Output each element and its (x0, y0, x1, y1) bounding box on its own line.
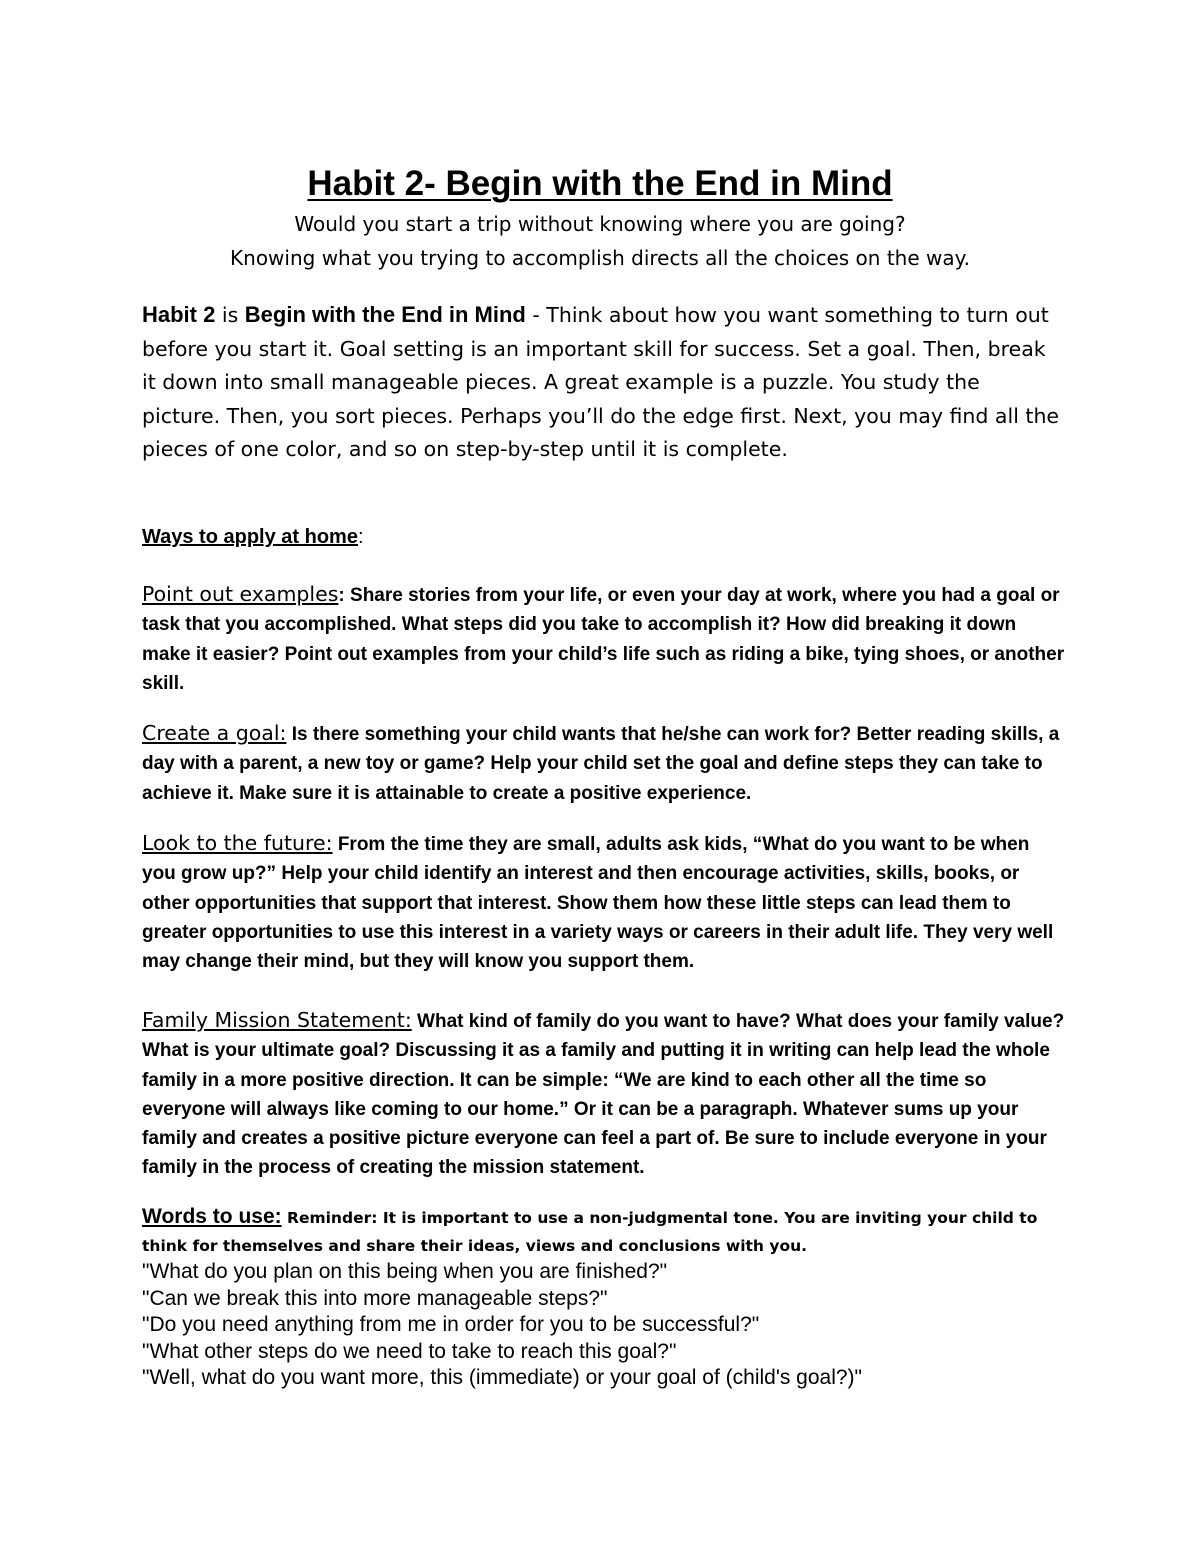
section-text: Share stories from your life, or even your day at work, where you had a goal or task that you accomplished. What steps did you take to accomplish it? How did breaking it down make it easier? Point out examples from your child’s life such as riding a bike, tying shoes, or another skill. (142, 585, 1065, 694)
ways-heading-colon: : (357, 526, 364, 548)
section-separator: : (338, 585, 351, 606)
section-text: Is there something your child wants that he/she can work for? Better reading skills, a day with a parent, a new toy or game? Help your child set the goal and define steps they can take to achieve it. Make sure it is attainable to create a positive experience. (142, 724, 1060, 804)
page-title: Habit 2- Begin with the End in Mind (307, 164, 893, 203)
words-to-use-text: Reminder: It is important to use a non-judgmental tone. You are inviting your child to think for themselves and share their ideas, views and conclusions with you. (142, 1209, 1038, 1255)
section-point-out-examples (142, 580, 1067, 698)
section-heading: Point out examples (142, 582, 339, 606)
words-to-use-paragraph (142, 1203, 1067, 1260)
ways-heading-label: Ways to apply at home (142, 526, 358, 548)
section-heading: Create a goal: (142, 721, 287, 745)
section-look-to-the-future (142, 829, 1067, 976)
intro-habit-label: Habit 2 (142, 302, 216, 327)
intro-connector: is (215, 303, 245, 327)
quote-list (142, 1259, 1067, 1392)
quote-line: "Well, what do you want more, this (immediate) or your goal of (child's goal?)" (142, 1366, 862, 1389)
subtitle-line-2: Knowing what you trying to accomplish directs all the choices on the way. (230, 246, 970, 270)
section-heading: Look to the future: (142, 831, 333, 855)
quote-line: "What other steps do we need to take to reach this goal?" (142, 1339, 677, 1363)
section-heading: Family Mission Statement: (142, 1008, 412, 1032)
section-family-mission-statement (142, 1006, 1067, 1183)
words-to-use-heading: Words to use: (142, 1205, 282, 1228)
ways-heading (142, 526, 364, 549)
quote-line: "What do you plan on this being when you are finished?" (142, 1260, 668, 1283)
section-text: From the time they are small, adults ask kids, “What do you want to be when you grow up?” Help your child identify an interest and then encourage activities, skills, books, or other opportunities that support that interest. Show them how these little steps can lead them to greater opportunities to use this interest in a variety ways or careers in their adult life. They very well may change their mind, but they will know you support them. (142, 834, 1054, 973)
intro-paragraph (142, 298, 1062, 467)
intro-text: - Think about how you want something to turn out before you start it. Goal setting is an important skill for success. Set a goal. Then, break it down into small manageable pieces. A great example is a puzzle. You study the picture. Then, you sort pieces. Perhaps you’ll do the edge first. Next, you may find all the pieces of one color, and so on step-by-step until it is complete. (142, 303, 1060, 462)
subtitle-line-1: Would you start a trip without knowing where you are going? (294, 212, 906, 236)
intro-habit-name: Begin with the End in Mind (244, 302, 526, 327)
quote-line: "Can we break this into more manageable steps?" (142, 1286, 608, 1310)
section-text: What kind of family do you want to have? What does your family value? What is your ultimate goal? Discussing it as a family and putting it in writing can help lead the whole family in a more positive direction. It can be simple: “We are kind to each other all the time so everyone will always like coming to our home.” Or it can be a paragraph. Whatever sums up your family and creates a positive picture everyone can feel a part of. Be sure to include everyone in your family in the process of creating the mission statement. (142, 1011, 1065, 1179)
quote-line: "Do you need anything from me in order for you to be successful?" (142, 1313, 760, 1336)
section-create-a-goal (142, 719, 1067, 808)
